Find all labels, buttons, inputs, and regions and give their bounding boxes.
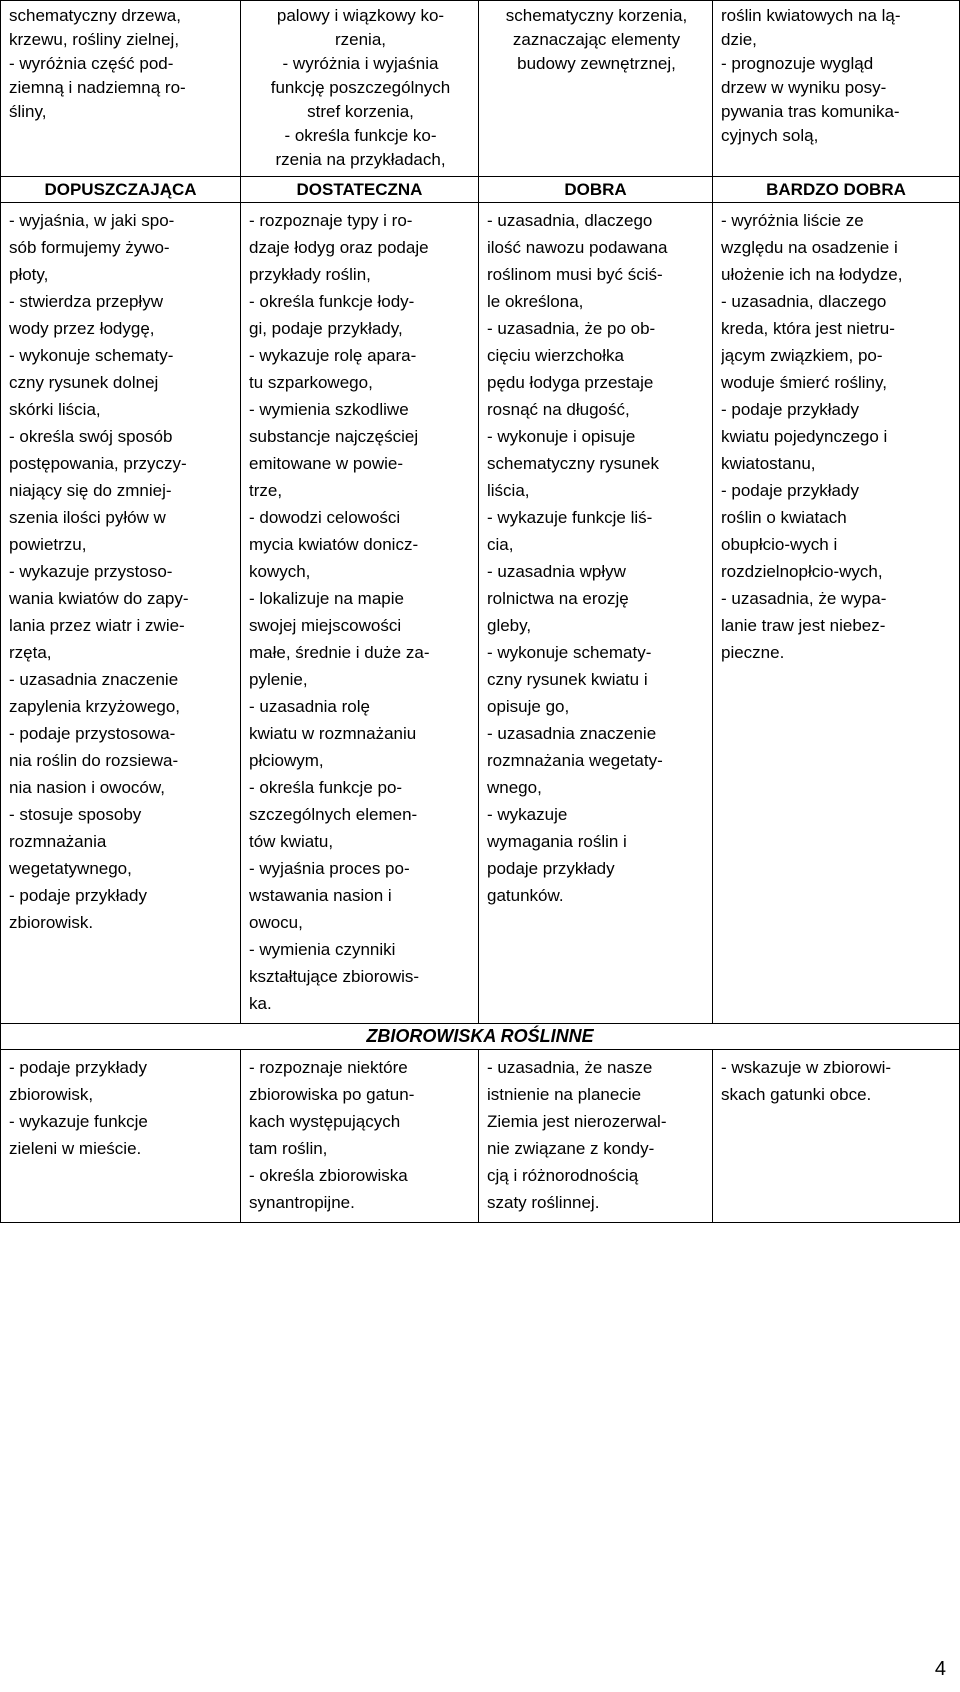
text-line: woduje śmierć rośliny,: [721, 373, 887, 392]
text-line: obupłcio-wych i: [721, 535, 838, 554]
text-line: zbiorowiska po gatun-: [249, 1085, 415, 1104]
text-line: Ziemia jest nierozerwal-: [487, 1112, 667, 1131]
top-row: [1, 1, 960, 177]
text-line: owocu,: [249, 913, 303, 932]
text-line: lanie traw jest niebez-: [721, 616, 886, 635]
level-dopuszczajaca: DOPUSZCZAJĄCA: [1, 177, 241, 203]
text-line: substancje najczęściej: [249, 427, 419, 446]
text-line: - określa funkcje po-: [249, 778, 403, 797]
text-line: - prognozuje wygląd: [721, 54, 874, 73]
text-line: budowy zewnętrznej,: [517, 54, 676, 73]
text-line: kowych,: [249, 562, 311, 581]
text-line: skach gatunki obce.: [721, 1085, 872, 1104]
text-line: - podaje przykłady: [9, 886, 147, 905]
text-line: pieczne.: [721, 643, 785, 662]
text-line: względu na osadzenie i: [721, 238, 898, 257]
text-line: jącym związkiem, po-: [721, 346, 883, 365]
text-line: śliny,: [9, 102, 47, 121]
top-cell-dopuszczajaca: [1, 1, 241, 177]
text-line: - wykonuje i opisuje: [487, 427, 636, 446]
section-cell-dostateczna: [241, 1050, 479, 1223]
text-line: małe, średnie i duże za-: [249, 643, 430, 662]
section-requirements-row: [1, 1050, 960, 1223]
text-line: schematyczny drzewa,: [9, 6, 181, 25]
text-line: - określa zbiorowiska: [249, 1166, 408, 1185]
text-line: dzie,: [721, 30, 757, 49]
text-line: - uzasadnia, dlaczego: [487, 211, 653, 230]
text-line: wania kwiatów do zapy-: [9, 589, 189, 608]
text-line: zaznaczając elementy: [512, 30, 681, 49]
text-line: płoty,: [9, 265, 49, 284]
text-line: czny rysunek dolnej: [9, 373, 159, 392]
text-line: rzenia na przykładach,: [275, 150, 446, 169]
text-line: wody przez łodygę,: [9, 319, 155, 338]
text-line: kwiatu pojedynczego i: [721, 427, 888, 446]
text-line: nia nasion i owoców,: [9, 778, 165, 797]
text-line: - wykazuje: [487, 805, 568, 824]
section-cell-bardzo-dobra: [713, 1050, 960, 1223]
text-line: cięciu wierzchołka: [487, 346, 624, 365]
text-line: czny rysunek kwiatu i: [487, 670, 648, 689]
text-line: niający się do zmniej-: [9, 481, 172, 500]
text-line: kach występujących: [249, 1112, 401, 1131]
text-line: rzęta,: [9, 643, 52, 662]
text-line: schematyczny rysunek: [487, 454, 659, 473]
text-line: - wykazuje funkcje: [9, 1112, 148, 1131]
text-line: cia,: [487, 535, 514, 554]
text-line: swojej miejscowości: [249, 616, 402, 635]
section-header-row: [1, 1024, 960, 1050]
text-line: stref korzenia,: [307, 102, 414, 121]
text-line: trze,: [249, 481, 283, 500]
main-cell-bardzo-dobra: [713, 203, 960, 1024]
text-line: - wykonuje schematy-: [487, 643, 652, 662]
text-line: - wykazuje funkcje liś-: [487, 508, 653, 527]
text-line: rozdzielnopłcio-wych,: [721, 562, 883, 581]
section-title: ZBIOROWISKA ROŚLINNE: [1, 1024, 960, 1050]
text-line: schematyczny korzenia,: [505, 6, 688, 25]
text-line: zieleni w mieście.: [9, 1139, 142, 1158]
text-line: podaje przykłady: [487, 859, 615, 878]
text-line: kreda, która jest nietru-: [721, 319, 895, 338]
text-line: istnienie na planecie: [487, 1085, 642, 1104]
text-line: - stwierdza przepływ: [9, 292, 163, 311]
text-line: powietrzu,: [9, 535, 87, 554]
text-line: - lokalizuje na mapie: [249, 589, 404, 608]
text-line: - wymienia czynniki: [249, 940, 396, 959]
text-line: roślin o kwiatach: [721, 508, 847, 527]
text-line: mycia kwiatów donicz-: [249, 535, 419, 554]
text-line: - podaje przystosowa-: [9, 724, 176, 743]
text-line: drzew w wyniku posy-: [721, 78, 887, 97]
text-line: liścia,: [487, 481, 530, 500]
text-line: - wykazuje przystoso-: [9, 562, 173, 581]
text-line: wstawania nasion i: [249, 886, 392, 905]
text-line: - wykonuje schematy-: [9, 346, 174, 365]
text-line: - wykazuje rolę apara-: [249, 346, 417, 365]
text-line: opisuje go,: [487, 697, 570, 716]
text-line: - uzasadnia znaczenie: [487, 724, 657, 743]
text-line: przykłady roślin,: [249, 265, 371, 284]
text-line: zbiorowisk.: [9, 913, 94, 932]
text-line: - wyjaśnia, w jaki spo-: [9, 211, 175, 230]
text-line: roślin kwiatowych na lą-: [721, 6, 901, 25]
text-line: kwiatu w rozmnażaniu: [249, 724, 417, 743]
text-line: rosnąć na długość,: [487, 400, 630, 419]
text-line: sób formujemy żywo-: [9, 238, 170, 257]
text-line: - uzasadnia, że po ob-: [487, 319, 656, 338]
level-dostateczna: DOSTATECZNA: [241, 177, 479, 203]
text-line: - wyróżnia część pod-: [9, 54, 174, 73]
text-line: synantropijne.: [249, 1193, 355, 1212]
text-line: rozmnażania: [9, 832, 107, 851]
text-line: postępowania, przyczy-: [9, 454, 187, 473]
text-line: - określa swój sposób: [9, 427, 173, 446]
text-line: nia roślin do rozsiewa-: [9, 751, 179, 770]
text-line: le określona,: [487, 292, 584, 311]
text-line: - dowodzi celowości: [249, 508, 401, 527]
text-line: - określa funkcje łody-: [249, 292, 415, 311]
text-line: funkcję poszczególnych: [270, 78, 451, 97]
text-line: nie związane z kondy-: [487, 1139, 655, 1158]
text-line: pędu łodyga przestaje: [487, 373, 654, 392]
text-line: pylenie,: [249, 670, 308, 689]
level-dobra: DOBRA: [479, 177, 713, 203]
text-line: rzenia,: [334, 30, 387, 49]
text-line: - rozpoznaje niektóre: [249, 1058, 408, 1077]
text-line: cją i różnorodnością: [487, 1166, 639, 1185]
text-line: - wyróżnia liście ze: [721, 211, 864, 230]
text-line: kształtujące zbiorowis-: [249, 967, 420, 986]
text-line: ułożenie ich na łodydze,: [721, 265, 903, 284]
text-line: - wskazuje w zbiorowi-: [721, 1058, 892, 1077]
text-line: - podaje przykłady: [9, 1058, 147, 1077]
text-line: rolnictwa na erozję: [487, 589, 629, 608]
text-line: dzaje łodyg oraz podaje: [249, 238, 429, 257]
main-cell-dobra: [479, 203, 713, 1024]
text-line: - uzasadnia, że nasze: [487, 1058, 653, 1077]
text-line: szenia ilości pyłów w: [9, 508, 166, 527]
text-line: szaty roślinnej.: [487, 1193, 600, 1212]
section-cell-dobra: [479, 1050, 713, 1223]
text-line: gi, podaje przykłady,: [249, 319, 403, 338]
text-line: - wyróżnia i wyjaśnia: [282, 54, 439, 73]
text-line: lania przez wiatr i zwie-: [9, 616, 185, 635]
grade-levels-header: [1, 177, 960, 203]
text-line: cyjnych solą,: [721, 126, 819, 145]
text-line: - wymienia szkodliwe: [249, 400, 409, 419]
text-line: zapylenia krzyżowego,: [9, 697, 181, 716]
section-cell-dopuszczajaca: [1, 1050, 241, 1223]
text-line: zbiorowisk,: [9, 1085, 94, 1104]
text-line: - uzasadnia, dlaczego: [721, 292, 887, 311]
text-line: - uzasadnia znaczenie: [9, 670, 179, 689]
text-line: szczególnych elemen-: [249, 805, 418, 824]
text-line: kwiatostanu,: [721, 454, 816, 473]
text-line: - wyjaśnia proces po-: [249, 859, 410, 878]
text-line: tu szparkowego,: [249, 373, 373, 392]
top-cell-dostateczna: [241, 1, 479, 177]
main-cell-dostateczna: [241, 203, 479, 1024]
top-cell-bardzo-dobra: [713, 1, 960, 177]
text-line: - określa funkcje ko-: [284, 126, 437, 145]
text-line: - uzasadnia rolę: [249, 697, 370, 716]
top-cell-dobra: [479, 1, 713, 177]
text-line: - uzasadnia, że wypa-: [721, 589, 887, 608]
text-line: wnego,: [487, 778, 542, 797]
text-line: tam roślin,: [249, 1139, 328, 1158]
text-line: wymagania roślin i: [487, 832, 627, 851]
text-line: - uzasadnia wpływ: [487, 562, 626, 581]
text-line: gatunków.: [487, 886, 564, 905]
text-line: - rozpoznaje typy i ro-: [249, 211, 413, 230]
text-line: palowy i wiązkowy ko-: [276, 6, 445, 25]
main-cell-dopuszczajaca: [1, 203, 241, 1024]
text-line: gleby,: [487, 616, 532, 635]
text-line: - podaje przykłady: [721, 400, 859, 419]
text-line: - stosuje sposoby: [9, 805, 142, 824]
text-line: płciowym,: [249, 751, 324, 770]
text-line: - podaje przykłady: [721, 481, 859, 500]
text-line: rozmnażania wegetaty-: [487, 751, 663, 770]
text-line: krzewu, rośliny zielnej,: [9, 30, 180, 49]
text-line: ziemną i nadziemną ro-: [9, 78, 186, 97]
text-line: pywania tras komunika-: [721, 102, 900, 121]
main-requirements-row: [1, 203, 960, 1024]
text-line: ilość nawozu podawana: [487, 238, 668, 257]
text-line: skórki liścia,: [9, 400, 101, 419]
text-line: wegetatywnego,: [9, 859, 132, 878]
text-line: ka.: [249, 994, 272, 1013]
page-number: 4: [934, 1658, 946, 1680]
text-line: emitowane w powie-: [249, 454, 404, 473]
level-bardzo-dobra: BARDZO DOBRA: [713, 177, 960, 203]
text-line: tów kwiatu,: [249, 832, 334, 851]
text-line: roślinom musi być ściś-: [487, 265, 663, 284]
